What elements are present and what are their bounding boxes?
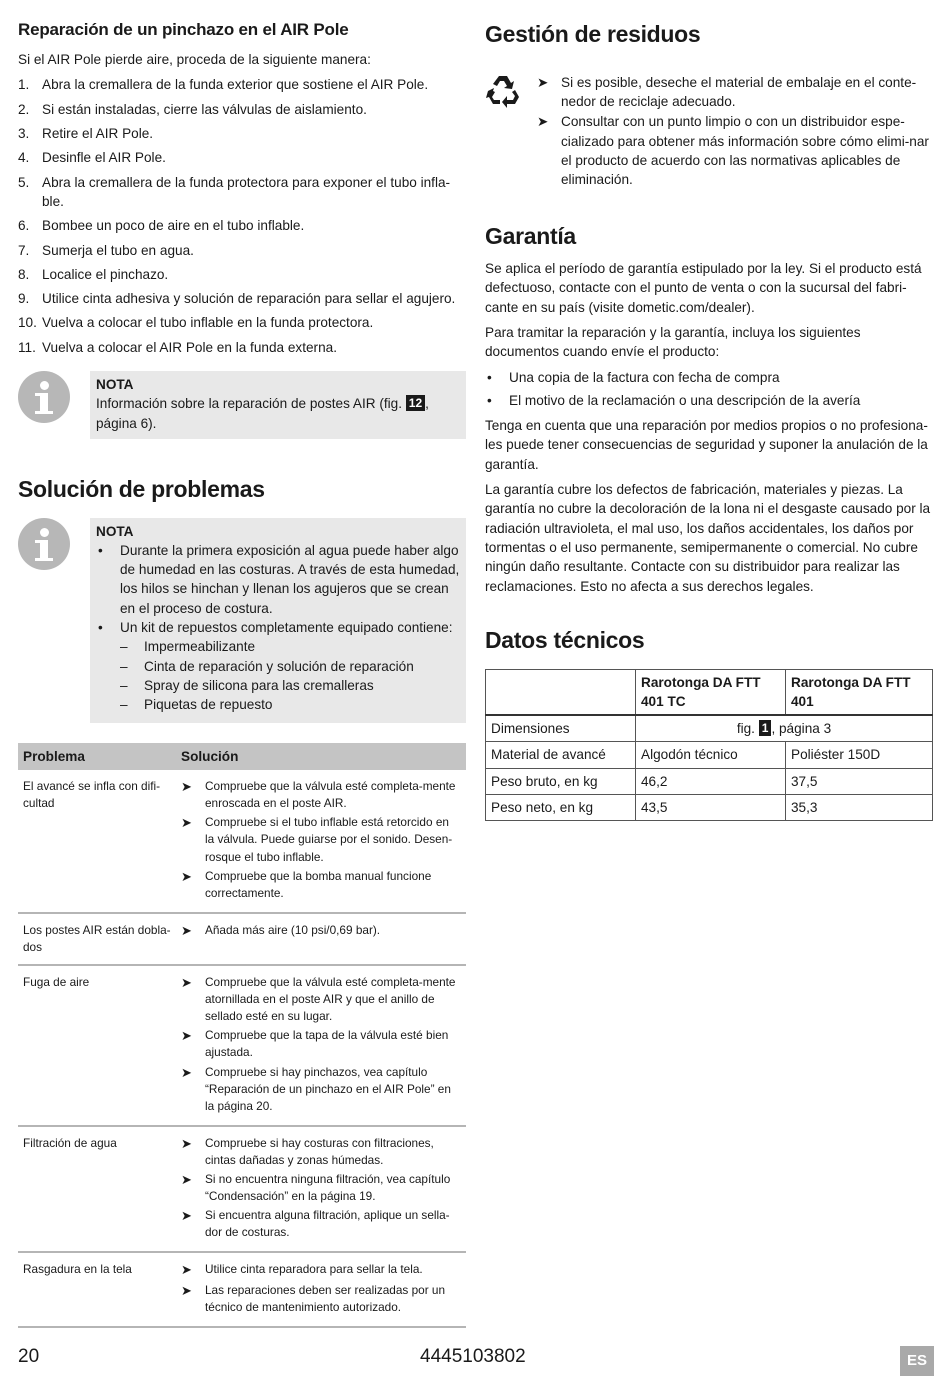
table-row bbox=[486, 715, 933, 742]
waste-title: Gestión de residuos bbox=[485, 21, 701, 47]
row-label: Peso bruto, en kg bbox=[486, 768, 636, 794]
kit-list bbox=[120, 637, 453, 714]
note-bullets bbox=[96, 541, 460, 715]
table-row bbox=[18, 770, 466, 913]
solution-cell: ➤ Compruebe que la válvula esté completa-mente enroscada en el poste AIR. ➤ Compruebe si el tubo inflable está retorcido en la válvula. Puede guiarse por el sonido. Desen-rosque el tubo inflable. ➤ Compruebe que la bomba manual funcione correctamente. bbox=[176, 770, 466, 913]
step-item: 3. Retire el AIR Pole. bbox=[18, 126, 154, 142]
step-item: 10. Vuelva a colocar el tubo inflable en la funda protectora. bbox=[18, 315, 374, 331]
info-icon bbox=[18, 518, 70, 570]
table-row bbox=[486, 768, 933, 794]
list-item: • Una copia de la factura con fecha de compra bbox=[487, 369, 780, 385]
warranty-paragraph: Tenga en cuenta que una reparación por medios propios o no profesiona-les puede tener consecuencias de seguridad y suponer la anulación de la garantía. bbox=[485, 418, 928, 472]
column-header bbox=[486, 669, 636, 715]
row-label: Dimensiones bbox=[486, 715, 636, 742]
step-item: 2. Si están instaladas, cierre las válvulas de aislamiento. bbox=[18, 101, 367, 117]
page-number: 20 bbox=[18, 1346, 40, 1367]
note-text: Información sobre la reparación de postes AIR (fig. 12 , página 6). bbox=[96, 396, 429, 431]
info-icon bbox=[18, 371, 70, 423]
table-row bbox=[18, 1252, 466, 1327]
solution-cell: ➤ Añada más aire (10 psi/0,69 bar). bbox=[176, 913, 466, 965]
table-row bbox=[18, 1126, 466, 1253]
table-row bbox=[18, 913, 466, 965]
table-cell: Algodón técnico bbox=[636, 742, 786, 768]
table-cell: Poliéster 150D bbox=[786, 742, 933, 768]
step-item: 11. Vuelva a colocar el AIR Pole en la funda externa. bbox=[18, 339, 337, 355]
tech-section bbox=[485, 624, 933, 821]
warranty-bullets bbox=[485, 368, 933, 411]
waste-list bbox=[537, 73, 933, 191]
step-item: 4. Desinfle el AIR Pole. bbox=[18, 150, 166, 166]
list-item: – Cinta de reparación y solución de reparación bbox=[120, 658, 414, 674]
waste-section bbox=[485, 18, 933, 190]
column-header: Problema bbox=[18, 743, 176, 771]
table-row bbox=[486, 742, 933, 768]
problem-cell: Rasgadura en la tela bbox=[18, 1252, 176, 1327]
note-box bbox=[90, 518, 466, 723]
troubleshooting-title: Solución de problemas bbox=[18, 475, 265, 502]
puncture-section bbox=[18, 18, 466, 439]
tech-table bbox=[485, 669, 933, 822]
tech-title: Datos técnicos bbox=[485, 626, 645, 653]
problem-cell: El avancé se infla con difi-cultad bbox=[18, 770, 176, 913]
solution-cell: ➤ Compruebe si hay costuras con filtraciones, cintas dañadas y zonas húmedas. ➤ Si no encuentra ninguna filtración, vea capítulo “Condensación” en la página 19. ➤ Si encuentra alguna filtración, aplique un sella-dor de costuras. bbox=[176, 1126, 466, 1253]
troubleshooting-table bbox=[18, 743, 466, 1329]
step-item: 1. Abra la cremallera de la funda exterior que sostiene el AIR Pole. bbox=[18, 77, 429, 93]
puncture-title: Reparación de un pinchazo en el AIR Pole bbox=[18, 20, 349, 39]
problem-cell: Filtración de agua bbox=[18, 1126, 176, 1253]
language-badge: ES bbox=[900, 1346, 934, 1376]
step-item: 7. Sumerja el tubo en agua. bbox=[18, 242, 194, 258]
row-label: Peso neto, en kg bbox=[486, 794, 636, 820]
table-cell: fig. 1 , página 3 bbox=[636, 715, 933, 742]
table-cell: 37,5 bbox=[786, 768, 933, 794]
table-header-row bbox=[18, 743, 466, 771]
document-number: 4445103802 bbox=[420, 1346, 526, 1367]
solution-cell: ➤ Utilice cinta reparadora para sellar la tela. ➤ Las reparaciones deben ser realizadas por un técnico de mantenimiento autorizado. bbox=[176, 1252, 466, 1327]
troubleshooting-section bbox=[18, 473, 466, 1329]
problem-cell: Los postes AIR están dobla-dos bbox=[18, 913, 176, 965]
solution-cell: ➤ Compruebe que la válvula esté completa-mente atornillada en el poste AIR y que el anillo de sellado esté en su lugar. ➤ Compruebe que la tapa de la válvula esté bien ajustada. ➤ Compruebe si hay pinchazos, vea capítulo “Reparación de un pinchazo en el AIR Pole” en la página 20. bbox=[176, 965, 466, 1126]
left-column bbox=[18, 18, 466, 1328]
troubleshooting-note bbox=[18, 518, 466, 723]
warranty-paragraph: La garantía cubre los defectos de fabricación, materiales y piezas. La garantía no cubre la decoloración de la lona ni el desgaste causado por la radiación ultravioleta, el mal uso, los daños accidentales, los daños por tormentas o el uso permanente, semipermanente o comercial. No cubre ningún daño resultante. Contacte con su distribuidor para realizar las reclamaciones. Esto no afecta a sus derechos legales. bbox=[485, 482, 931, 594]
table-row bbox=[486, 794, 933, 820]
column-header: Rarotonga DA FTT 401 bbox=[786, 669, 933, 715]
right-column bbox=[485, 18, 933, 821]
list-item: – Impermeabilizante bbox=[120, 639, 256, 655]
problem-cell: Fuga de aire bbox=[18, 965, 176, 1126]
table-row bbox=[18, 965, 466, 1126]
list-item: • Durante la primera exposición al agua puede haber algo de humedad en las costuras. A través de esta humedad, los hilos se hinchan y llenan los agujeros que se crean en el proceso de costura. bbox=[98, 542, 460, 616]
column-header: Rarotonga DA FTT 401 TC bbox=[636, 669, 786, 715]
warranty-paragraph: Para tramitar la reparación y la garantía, incluya los siguientes documentos cuando envíe el producto: bbox=[485, 324, 861, 360]
table-cell: 35,3 bbox=[786, 794, 933, 820]
note-title: NOTA bbox=[96, 376, 134, 392]
puncture-intro: Si el AIR Pole pierde aire, proceda de la siguiente manera: bbox=[18, 52, 371, 68]
figure-ref-badge: 1 bbox=[759, 720, 772, 736]
table-cell: 43,5 bbox=[636, 794, 786, 820]
note-title: NOTA bbox=[96, 523, 134, 539]
column-header: Solución bbox=[176, 743, 466, 771]
list-item: – Spray de silicona para las cremalleras bbox=[120, 677, 374, 693]
puncture-steps bbox=[18, 75, 466, 357]
warranty-section bbox=[485, 220, 933, 595]
warranty-title: Garantía bbox=[485, 223, 576, 250]
puncture-note bbox=[18, 371, 466, 439]
recycle-icon bbox=[485, 73, 521, 109]
row-label: Material de avancé bbox=[486, 742, 636, 768]
step-item: 5. Abra la cremallera de la funda protectora para exponer el tubo infla-ble. bbox=[18, 174, 451, 209]
list-item: ➤ Si es posible, deseche el material de embalaje en el conte-nedor de reciclaje adecuado. bbox=[537, 74, 917, 109]
list-item: ➤ Consultar con un punto limpio o con un distribuidor espe-cializado para obtener más información sobre cómo elimi-nar el producto de acuerdo con las normativas aplicables de eliminación. bbox=[537, 114, 929, 188]
figure-ref-badge: 12 bbox=[406, 395, 425, 411]
warranty-paragraph: Se aplica el período de garantía estipulado por la ley. Si el producto está defectuoso, contacte con el punto de venta o con la sucursal del fabri-cante en su país (visite dometic.com/dealer). bbox=[485, 261, 922, 315]
step-item: 9. Utilice cinta adhesiva y solución de reparación para sellar el agujero. bbox=[18, 291, 456, 307]
step-item: 6. Bombee un poco de aire en el tubo inflable. bbox=[18, 218, 305, 234]
list-item: • Un kit de repuestos completamente equipado contiene: – Impermeabilizante – Cinta de reparación y solución de reparación – Spray de silicona para las cremalleras – Piquetas de repuesto bbox=[96, 618, 460, 714]
list-item: • El motivo de la reclamación o una descripción de la avería bbox=[487, 392, 861, 408]
note-box bbox=[90, 371, 466, 439]
table-header-row bbox=[486, 669, 933, 715]
table-cell: 46,2 bbox=[636, 768, 786, 794]
list-item: – Piquetas de repuesto bbox=[120, 697, 273, 713]
step-item: 8. Localice el pinchazo. bbox=[18, 266, 169, 282]
